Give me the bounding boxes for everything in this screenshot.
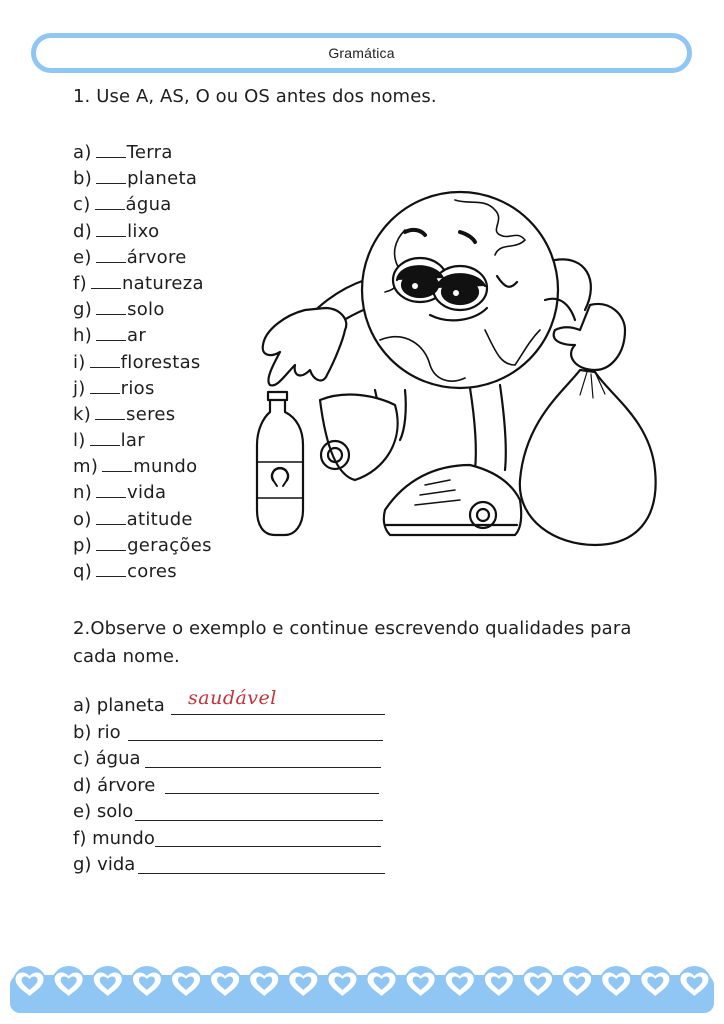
item-letter: i) [73,351,86,373]
article-blank[interactable] [95,405,125,420]
exercise-1-item [73,559,212,585]
item-word: natureza [121,272,204,294]
article-blank[interactable] [96,326,126,341]
exercise-2-item [73,852,165,879]
exercise-1-item [73,428,212,454]
item-label: g) vida [73,854,136,875]
item-letter: f) [73,272,87,294]
exercise-2-item [73,687,277,720]
item-word: água [125,194,172,216]
exercise-1-item [73,140,212,166]
exercise-1-instruction: 1. Use A, AS, O ou OS antes dos nomes. [73,86,437,107]
exercise-1-item [73,323,212,349]
item-word: seres [126,403,176,425]
article-blank[interactable] [96,222,126,237]
article-blank[interactable] [96,562,126,577]
exercise-1-item [73,533,212,559]
item-letter: k) [73,403,92,425]
exercise-1-item [73,480,212,506]
item-word: solo [127,299,165,321]
article-blank[interactable] [95,195,125,210]
exercise-1-item [73,245,212,271]
item-letter: c) [73,194,91,216]
item-word: vida [127,482,167,504]
exercise-1-item [73,166,212,192]
article-blank[interactable] [90,379,120,394]
item-letter: g) [73,299,93,321]
item-word: ar [127,325,147,347]
article-blank[interactable] [96,483,126,498]
item-word: cores [127,561,177,582]
article-blank[interactable] [96,248,126,263]
item-word: florestas [120,351,201,373]
article-blank[interactable] [96,169,126,184]
item-word: árvore [126,246,187,268]
item-letter: h) [73,325,93,347]
item-word: lixo [127,220,160,242]
exercise-2-list [73,687,277,879]
answer-line[interactable] [165,793,379,794]
item-label: b) rio [73,721,121,743]
exercise-1-item [73,350,212,376]
item-label: f) mundo [73,827,155,849]
answer-line[interactable] [138,873,385,874]
item-letter: m) [73,456,99,478]
item-letter: b) [73,168,93,190]
exercise-1-item [73,376,212,402]
exercise-2-instruction: 2.Observe o exemplo e continue escrevendo qualidades para cada nome. [73,618,632,667]
article-blank[interactable] [96,510,126,525]
item-label: d) árvore [73,774,156,796]
item-letter: p) [73,534,93,556]
earth-mascot-illustration [255,180,665,560]
item-label: a) planeta [73,695,165,716]
article-blank[interactable] [90,431,120,446]
article-blank[interactable] [91,274,121,289]
exercise-1-item [73,192,212,218]
item-letter: n) [73,482,93,504]
answer-line[interactable] [171,714,385,715]
exercise-1-item [73,507,212,533]
exercise-2-item [73,746,165,773]
item-word: planeta [127,168,198,190]
item-letter: l) [73,430,86,452]
item-letter: q) [73,561,93,582]
exercise-1-item [73,297,212,323]
item-word: rios [120,377,155,399]
answer-line[interactable] [155,846,381,847]
item-label: c) água [73,748,141,769]
item-letter: o) [73,508,92,530]
exercise-1-list [73,140,212,585]
article-blank[interactable] [96,143,126,158]
item-letter: d) [73,220,93,242]
article-blank[interactable] [90,353,120,368]
item-letter: a) [73,142,92,163]
item-word: mundo [133,456,198,478]
example-answer: saudável [188,687,277,709]
item-letter: e) [73,246,92,268]
item-word: gerações [127,534,212,556]
answer-line[interactable] [135,820,383,821]
heart-border-decoration [10,965,714,1013]
exercise-1-item [73,271,212,297]
exercise-1-item [73,219,212,245]
exercise-1-item [73,454,212,480]
exercise-2-item [73,799,165,826]
exercise-2-item [73,826,165,853]
item-word: lar [120,430,145,452]
answer-line[interactable] [145,767,381,768]
exercise-2-item [73,720,165,747]
item-letter: j) [73,377,86,399]
article-blank[interactable] [96,536,126,551]
item-label: e) solo [73,801,134,822]
article-blank[interactable] [102,457,132,472]
page-title: Gramática [328,45,395,61]
page-header [31,33,692,73]
item-word: Terra [126,142,173,163]
item-word: atitude [126,508,193,530]
answer-line[interactable] [128,740,383,741]
exercise-1-item [73,402,212,428]
article-blank[interactable] [96,300,126,315]
exercise-2-item [73,773,165,800]
